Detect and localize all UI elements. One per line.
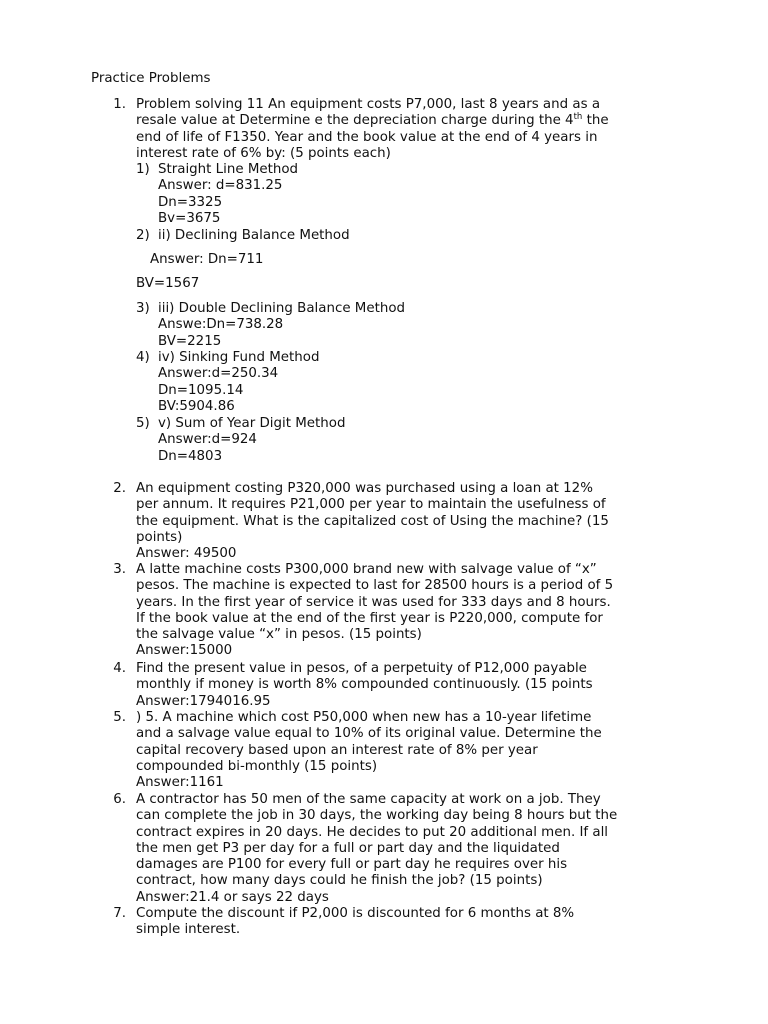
problem-3-line: years. In the first year of service it was used for 333 days and 8 hours.: [136, 594, 611, 610]
method-1-answer-line: Answer: d=831.25: [158, 178, 283, 194]
method-4-title: iv) Sinking Fund Method: [158, 350, 320, 365]
problem-2-number: 2.: [113, 481, 126, 496]
problem-1-line: interest rate of 6% by: (5 points each): [136, 145, 391, 161]
method-3-number: 3): [136, 301, 150, 316]
superscript: th: [573, 112, 583, 123]
method-4-number: 4): [136, 350, 150, 365]
method-2-answer: Answer: Dn=711: [150, 252, 264, 267]
method-5-answer-line: Dn=4803: [158, 448, 223, 464]
method-5-number: 5): [136, 416, 150, 431]
method-3-title: iii) Double Declining Balance Method: [158, 301, 406, 316]
problem-5-line: ) 5. A machine which cost P50,000 when new has a 10-year lifetime: [136, 710, 592, 725]
problem-1-line: [136, 113, 609, 129]
problem-2-line: the equipment. What is the capitalized cost of Using the machine? (15: [136, 513, 609, 529]
problem-4-answer: Answer:1794016.95: [136, 693, 271, 709]
problem-6-line: the men get P3 per day for a full or part day and the liquidated: [136, 840, 560, 856]
problem-7-text: [136, 906, 574, 939]
problem-6-line: contract expires in 20 days. He decides to put 20 additional men. If all: [136, 824, 609, 840]
problem-2-line: per annum. It requires P21,000 per year to maintain the usefulness of: [136, 497, 606, 513]
problem-1-line-part: resale value at Determine e the depreciation charge during the 4: [136, 113, 574, 129]
method-4-answer-line: Answer:d=250.34: [158, 366, 279, 382]
problem-5-line: capital recovery based upon an interest rate of 8% per year: [136, 742, 538, 758]
problem-6-number: 6.: [113, 792, 126, 807]
problem-5-number: 5.: [113, 710, 126, 725]
problem-3-text: [136, 562, 613, 660]
problem-2-line: An equipment costing P320,000 was purchased using a loan at 12%: [136, 481, 593, 496]
problem-5-text: [136, 710, 602, 791]
problem-4-text: [136, 661, 593, 710]
method-5-answer-line: Answer:d=924: [158, 432, 257, 448]
problem-7-line: simple interest.: [136, 922, 241, 938]
method-3-answer-line: BV=2215: [158, 333, 222, 349]
problem-2-line: points): [136, 529, 183, 545]
method-5-title: v) Sum of Year Digit Method: [158, 416, 346, 431]
method-1-answer-line: Bv=3675: [158, 210, 221, 226]
problem-3-line: the salvage value “x” in pesos. (15 points): [136, 627, 422, 643]
problem-6-answer: Answer:21.4 or says 22 days: [136, 889, 329, 905]
method-1-number: 1): [136, 162, 150, 177]
problem-3-line: A latte machine costs P300,000 brand new with salvage value of “x”: [136, 562, 597, 577]
method-3-answer-line: Answe:Dn=738.28: [158, 317, 284, 333]
method-4-answer-line: Dn=1095.14: [158, 382, 244, 398]
problem-3-line: pesos. The machine is expected to last for 28500 hours is a period of 5: [136, 578, 614, 594]
problem-3-line: If the book value at the end of the first year is P220,000, compute for: [136, 610, 603, 626]
method-1-block: [158, 162, 298, 227]
problem-1-line-part: the: [582, 113, 609, 129]
method-3-block: [158, 301, 405, 350]
problem-5-line: and a salvage value equal to 10% of its original value. Determine the: [136, 726, 602, 742]
method-2-number: 2): [136, 228, 150, 243]
method-2-title: ii) Declining Balance Method: [158, 228, 350, 243]
problem-1-line: end of life of F1350. Year and the book value at the end of 4 years in: [136, 129, 598, 145]
method-2-bv: BV=1567: [136, 276, 200, 291]
problem-3-number: 3.: [113, 562, 126, 577]
problem-4-line: Find the present value in pesos, of a perpetuity of P12,000 payable: [136, 661, 587, 676]
method-4-answer-line: BV:5904.86: [158, 398, 235, 414]
problem-2-text: [136, 481, 609, 562]
page-heading: Practice Problems: [91, 71, 211, 86]
problem-5-line: compounded bi-monthly (15 points): [136, 758, 378, 774]
problem-6-line: can complete the job in 30 days, the working day being 8 hours but the: [136, 808, 618, 824]
problem-2-answer: Answer: 49500: [136, 546, 237, 562]
problem-1-text: [136, 97, 609, 162]
problem-4-number: 4.: [113, 661, 126, 676]
method-4-block: [158, 350, 319, 415]
problem-3-answer: Answer:15000: [136, 643, 233, 659]
problem-1-line: Problem solving 11 An equipment costs P7,000, last 8 years and as a: [136, 97, 601, 112]
problem-7-number: 7.: [113, 906, 126, 921]
method-5-block: [158, 416, 345, 465]
problem-6-line: contract, how many days could he finish the job? (15 points): [136, 873, 543, 889]
problem-7-line: Compute the discount if P2,000 is discounted for 6 months at 8%: [136, 906, 575, 921]
problem-4-line: monthly if money is worth 8% compounded continuously. (15 points: [136, 677, 593, 693]
method-1-answer-line: Dn=3325: [158, 194, 223, 210]
problem-1-number: 1.: [113, 97, 126, 112]
method-1-title: Straight Line Method: [158, 162, 299, 177]
problem-6-line: A contractor has 50 men of the same capacity at work on a job. They: [136, 792, 601, 807]
problem-6-text: [136, 792, 617, 906]
problem-5-answer: Answer:1161: [136, 775, 224, 791]
problem-6-line: damages are P100 for every full or part day he requires over his: [136, 857, 568, 873]
